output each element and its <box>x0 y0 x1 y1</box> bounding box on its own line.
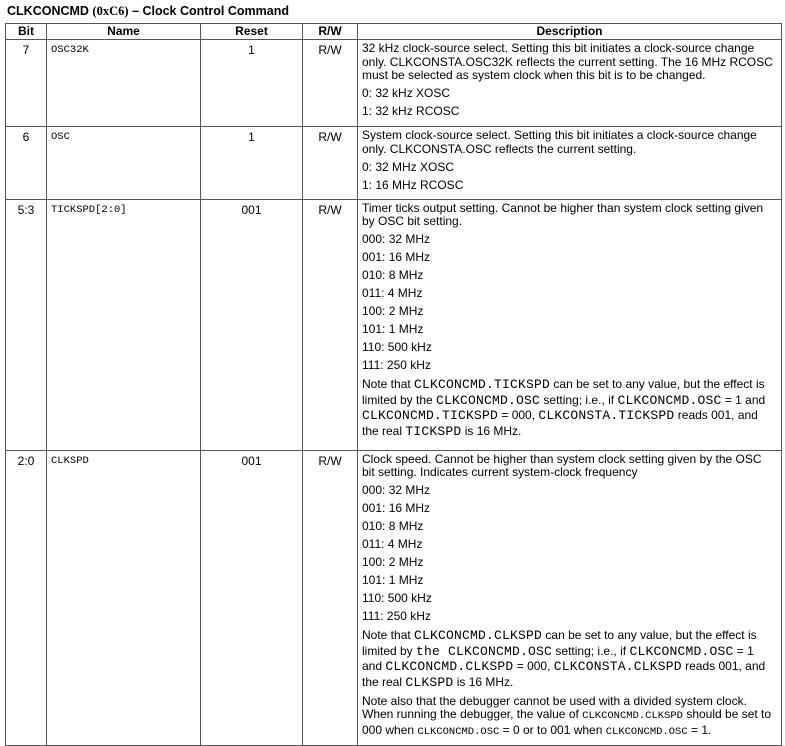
description-cell <box>358 450 782 745</box>
rw-cell: R/W <box>303 127 358 200</box>
table-row <box>6 199 782 450</box>
name-cell: TICKSPD[2:0] <box>47 199 201 450</box>
col-header-bit: Bit <box>6 24 47 40</box>
note-text: Note that CLKCONCMD.CLKSPD can be set to any value, but the effect is limited by the CLKCONCMD.OSC setting; i.e., if CLKCONCMD.OSC = 1 and CLKCONCMD.CLKSPD = 000, CLKCONSTA.CLKSPD reads 001, and the real CLKSPD is 16 MHz. <box>362 628 766 690</box>
description-text: System clock-source select. Setting this bit initiates a clock-source change only. CLKCONSTA.OSC reflects the current setting. <box>362 128 757 156</box>
option-item: 110: 500 kHz <box>362 591 432 605</box>
option-item: 100: 2 MHz <box>362 555 424 569</box>
col-header-rw: R/W <box>303 24 358 40</box>
option-item: 000: 32 MHz <box>362 483 431 497</box>
description-cell <box>358 127 782 200</box>
header-row <box>6 24 782 40</box>
col-header-reset: Reset <box>201 24 303 40</box>
reset-cell: 1 <box>201 127 303 200</box>
note-text: Note also that the debugger cannot be used with a divided system clock. When running the debugger, the value of CLKCONCMD.CLKSPD should be set to 000 when CLKCONCMD.OSC = 0 or to 001 when CLKCONCMD.OSC = 1. <box>362 693 772 738</box>
col-header-description: Description <box>358 24 782 40</box>
description-text: 32 kHz clock-source select. Setting this bit initiates a clock-source change only. CLKCONSTA.OSC32K reflects the current setting. The 16 MHz RCOSC must be selected as system clock when this bit is to be changed. <box>362 41 773 82</box>
bit-cell: 5:3 <box>6 199 47 450</box>
option-item: 110: 500 kHz <box>362 340 432 354</box>
reset-cell: 001 <box>201 199 303 450</box>
option-item: 011: 4 MHz <box>362 286 423 300</box>
reset-cell: 001 <box>201 450 303 745</box>
table-row <box>6 450 782 745</box>
option-item: 0: 32 kHz XOSC <box>362 86 451 100</box>
rw-cell: R/W <box>303 450 358 745</box>
option-item: 010: 8 MHz <box>362 268 424 282</box>
page-title: CLKCONCMD (0xC6) – Clock Control Command <box>7 4 289 18</box>
option-item: 111: 250 kHz <box>362 609 431 623</box>
option-item: 100: 2 MHz <box>362 304 424 318</box>
option-item: 1: 16 MHz RCOSC <box>362 177 464 192</box>
name-cell: CLKSPD <box>47 450 201 745</box>
option-item: 101: 1 MHz <box>362 322 424 336</box>
description-text: Clock speed. Cannot be higher than system clock setting given by the OSC bit setting. Indicates current system-clock frequency <box>362 451 762 479</box>
option-item: 011: 4 MHz <box>362 537 423 551</box>
name-cell: OSC32K <box>47 40 201 127</box>
description-cell <box>358 199 782 450</box>
rw-cell: R/W <box>303 199 358 450</box>
note-text: Note that CLKCONCMD.TICKSPD can be set to any value, but the effect is limited by the CLKCONCMD.OSC setting; i.e., if CLKCONCMD.OSC = 1 and CLKCONCMD.TICKSPD = 000, CLKCONSTA.TICKSPD reads 001, and the real TICKSPD is 16 MHz. <box>362 377 766 439</box>
option-item: 001: 16 MHz <box>362 250 431 264</box>
option-item: 001: 16 MHz <box>362 501 431 515</box>
option-item: 0: 32 MHz XOSC <box>362 159 455 174</box>
bit-cell: 7 <box>6 40 47 127</box>
col-header-name: Name <box>47 24 201 40</box>
rw-cell: R/W <box>303 40 358 127</box>
reset-cell: 1 <box>201 40 303 127</box>
bit-cell: 6 <box>6 127 47 200</box>
name-cell: OSC <box>47 127 201 200</box>
option-item: 101: 1 MHz <box>362 573 424 587</box>
option-item: 1: 32 kHz RCOSC <box>362 104 460 118</box>
table-row <box>6 40 782 127</box>
register-table <box>5 23 782 746</box>
option-item: 111: 250 kHz <box>362 358 431 372</box>
description-text: Timer ticks output setting. Cannot be higher than system clock setting given by OSC bit setting. <box>362 200 764 228</box>
description-cell <box>358 40 782 127</box>
option-item: 010: 8 MHz <box>362 519 424 533</box>
option-item: 000: 32 MHz <box>362 232 431 246</box>
table-row <box>6 127 782 200</box>
bit-cell: 2:0 <box>6 450 47 745</box>
